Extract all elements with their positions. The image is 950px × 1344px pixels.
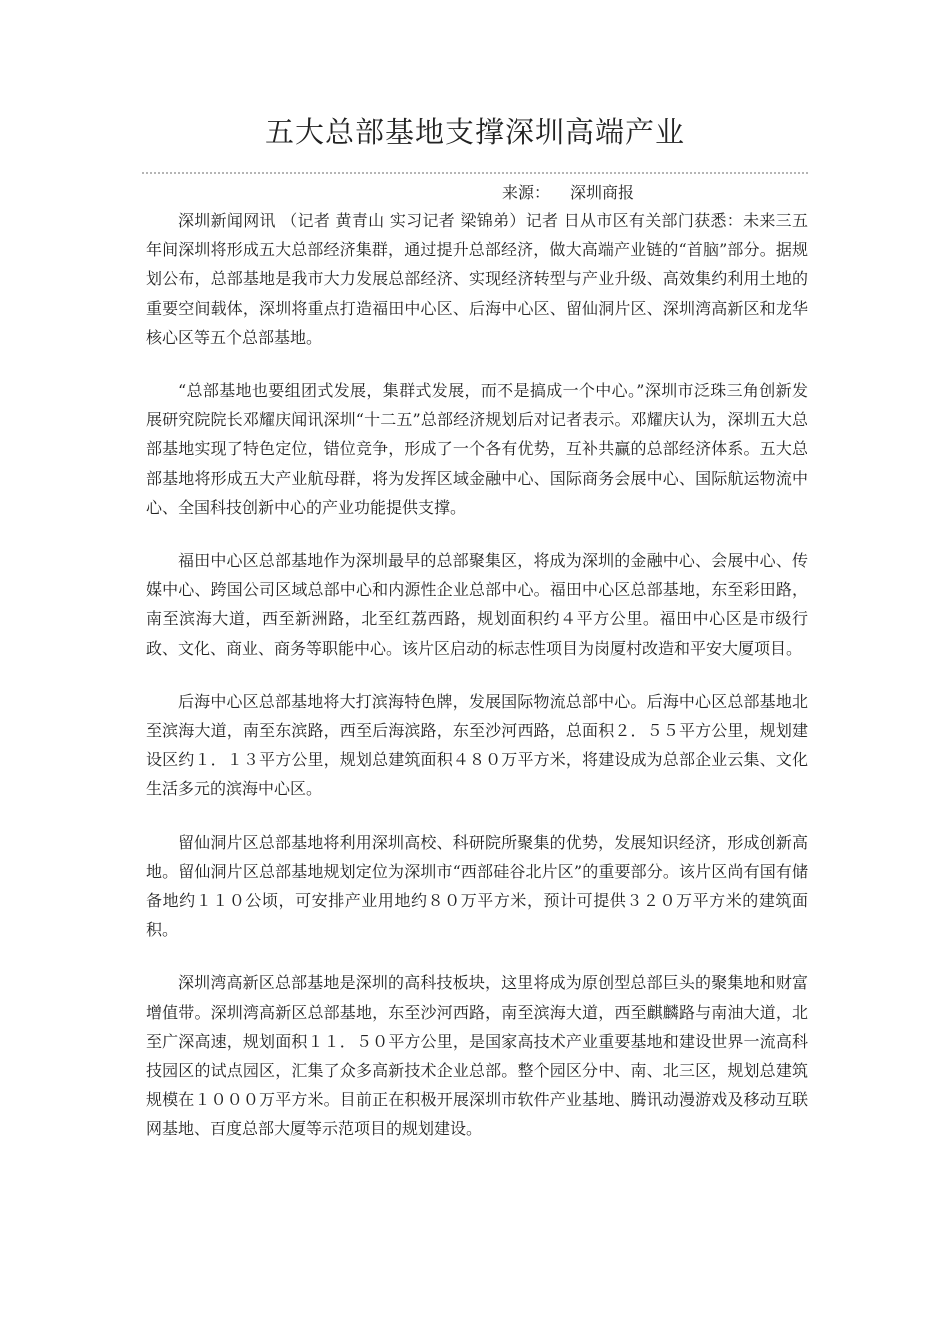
article-source	[502, 180, 634, 203]
paragraph-houhai: 后海中心区总部基地将大打滨海特色牌，发展国际物流总部中心。后海中心区总部基地北至滨海大道，南至东滨路，西至后海滨路，东至沙河西路，总面积２．５５平方公里，规划建设区约１．１３平方公里，规划总建筑面积４８０万平方米，将建设成为总部企业云集、文化生活多元的滨海中心区。	[146, 691, 808, 799]
paragraph-liuxiandong: 留仙洞片区总部基地将利用深圳高校、科研院所聚集的优势，发展知识经济，形成创新高地。留仙洞片区总部基地规划定位为深圳市“西部硅谷北片区”的重要部分。该片区尚有国有储备地约１１０公顷，可安排产业用地约８０万平方米，预计可提供３２０万平方米的建筑面积。	[146, 832, 808, 940]
article-title: 五大总部基地支撑深圳高端产业	[264, 115, 685, 149]
article-body	[146, 206, 808, 1168]
paragraph-intro: 深圳新闻网讯 （记者 黄青山 实习记者 梁锦弟）记者 日从市区有关部门获悉：未来三五年间深圳将形成五大总部经济集群，通过提升总部经济，做大高端产业链的“首脑”部分。据规划公布，总部基地是我市大力发展总部经济、实现经济转型与产业升级、高效集约利用土地的重要空间载体，深圳将重点打造福田中心区、后海中心区、留仙洞片区、深圳湾高新区和龙华核心区等五个总部基地。	[146, 211, 808, 347]
title-divider	[142, 172, 808, 174]
source-name: 深圳商报	[570, 183, 635, 202]
paragraph-shenzhen-bay: 深圳湾高新区总部基地是深圳的高科技板块，这里将成为原创型总部巨头的聚集地和财富增值带。深圳湾高新区总部基地，东至沙河西路，南至滨海大道，西至麒麟路与南油大道，北至广深高速，规划面积１１．５０平方公里，是国家高技术产业重要基地和建设世界一流高科技园区的试点园区，汇集了众多高新技术企业总部。整个园区分中、南、北三区，规划总建筑规模在１０００万平方米。目前正在积极开展深圳市软件产业基地、腾讯动漫游戏及移动互联网基地、百度总部大厦等示范项目的规划建设。	[146, 973, 808, 1139]
source-label: 来源：	[502, 183, 551, 202]
paragraph-expert-view: “总部基地也要组团式发展，集群式发展，而不是搞成一个中心。”深圳市泛珠三角创新发展研究院院长邓耀庆闻讯深圳“十二五”总部经济规划后对记者表示。邓耀庆认为，深圳五大总部基地实现了特色定位，错位竞争，形成了一个各有优势，互补共赢的总部经济体系。五大总部基地将形成五大产业航母群，将为发挥区域金融中心、国际商务会展中心、国际航运物流中心、全国科技创新中心的产业功能提供支撑。	[146, 381, 808, 517]
paragraph-futian: 福田中心区总部基地作为深圳最早的总部聚集区，将成为深圳的金融中心、会展中心、传媒中心、跨国公司区域总部中心和内源性企业总部中心。福田中心区总部基地，东至彩田路，南至滨海大道，西至新洲路，北至红荔西路，规划面积约４平方公里。福田中心区是市级行政、文化、商业、商务等职能中心。该片区启动的标志性项目为岗厦村改造和平安大厦项目。	[146, 551, 808, 658]
